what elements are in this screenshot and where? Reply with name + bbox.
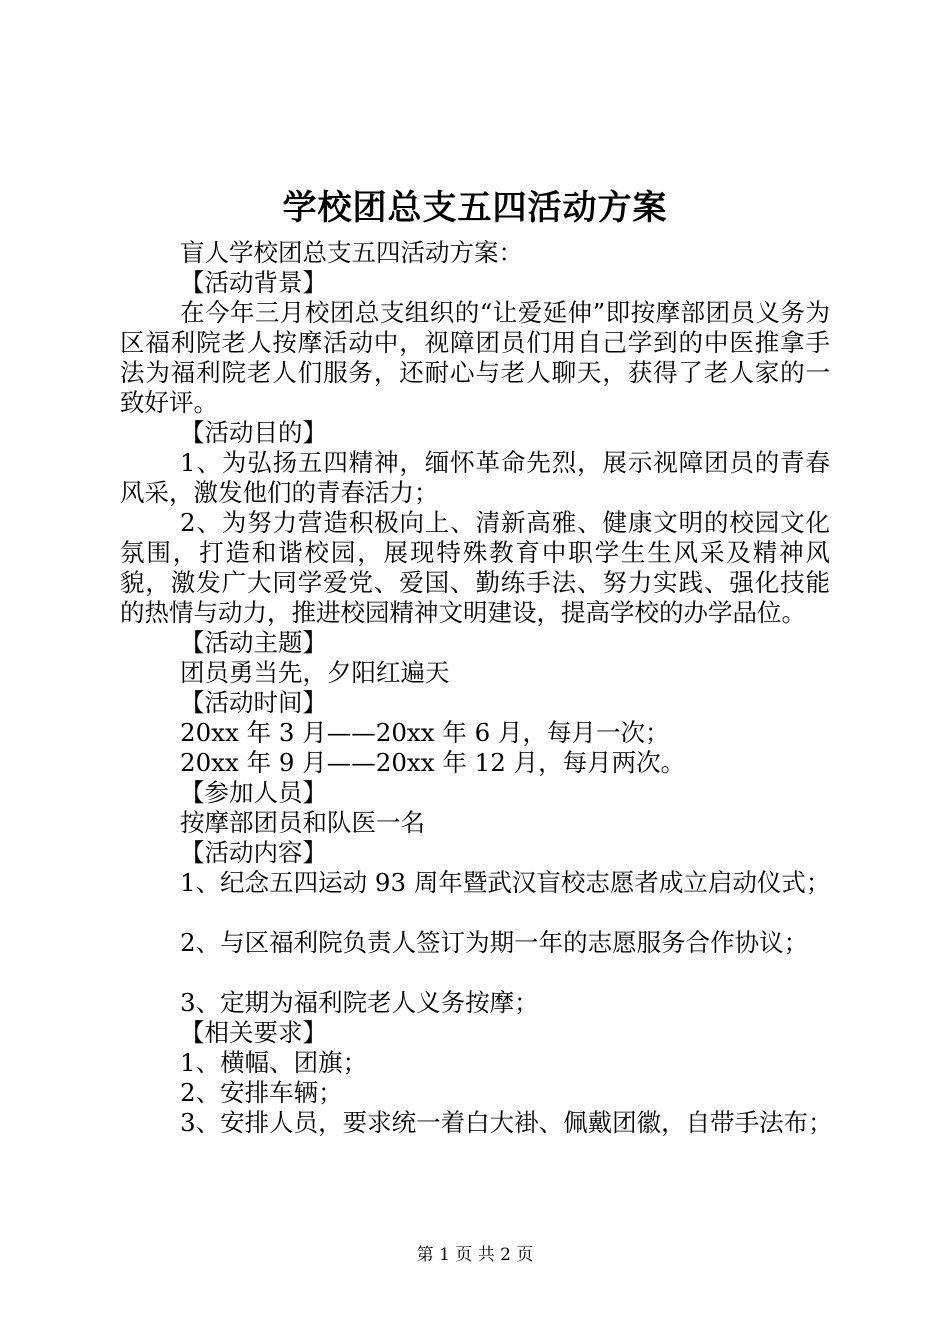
theme-heading: 【活动主题】 <box>180 628 327 657</box>
time-item-2: 20xx 年 9 月——20xx 年 12 月，每月两次。 <box>180 748 686 777</box>
intro-line: 盲人学校团总支五四活动方案： <box>180 238 523 267</box>
participants-text: 按摩部团员和队医一名 <box>180 808 425 837</box>
content-item-1: 1、纪念五四运动 93 周年暨武汉盲校志愿者成立启动仪式； <box>180 868 831 897</box>
theme-text: 团员勇当先，夕阳红遍天 <box>180 658 450 687</box>
spacer <box>120 958 830 988</box>
document-title: 学校团总支五四活动方案 <box>282 188 668 228</box>
requirement-item-1: 1、横幅、团旗； <box>180 1048 368 1077</box>
content-item-2: 2、与区福利院负责人签订为期一年的志愿服务合作协议； <box>180 928 809 957</box>
spacer <box>120 898 830 928</box>
requirements-heading: 【相关要求】 <box>180 1018 327 1047</box>
participants-heading: 【参加人员】 <box>180 778 327 807</box>
background-paragraph: 在今年三月校团总支组织的“让爱延伸”即按摩部团员义务为区福利院老人按摩活动中，视障团员们用自己学到的中医推拿手法为福利院老人们服务，还耐心与老人聊天，获得了老人家的一致好评。 <box>120 298 830 417</box>
content-item-3: 3、定期为福利院老人义务按摩； <box>180 988 539 1017</box>
time-item-1: 20xx 年 3 月——20xx 年 6 月，每月一次； <box>180 718 670 747</box>
document-body <box>120 238 833 1138</box>
time-heading: 【活动时间】 <box>180 688 327 717</box>
purpose-heading: 【活动目的】 <box>180 418 327 447</box>
content-heading: 【活动内容】 <box>180 838 327 867</box>
page-footer: 第 1 页 共 2 页 <box>416 1245 534 1265</box>
requirement-item-2: 2、安排车辆； <box>180 1078 343 1107</box>
purpose-item-1: 1、为弘扬五四精神，缅怀革命先烈，展示视障团员的青春风采，激发他们的青春活力； <box>120 448 830 507</box>
background-heading: 【活动背景】 <box>180 268 327 297</box>
purpose-item-2: 2、为努力营造积极向上、清新高雅、健康文明的校园文化氛围，打造和谐校园，展现特殊教育中职学生生风采及精神风貌，激发广大同学爱党、爱国、勤练手法、努力实践、强化技能的热情与动力，推进校园精神文明建设，提高学校的办学品位。 <box>120 508 830 627</box>
requirement-item-3: 3、安排人员，要求统一着白大褂、佩戴团徽，自带手法布； <box>180 1108 833 1137</box>
